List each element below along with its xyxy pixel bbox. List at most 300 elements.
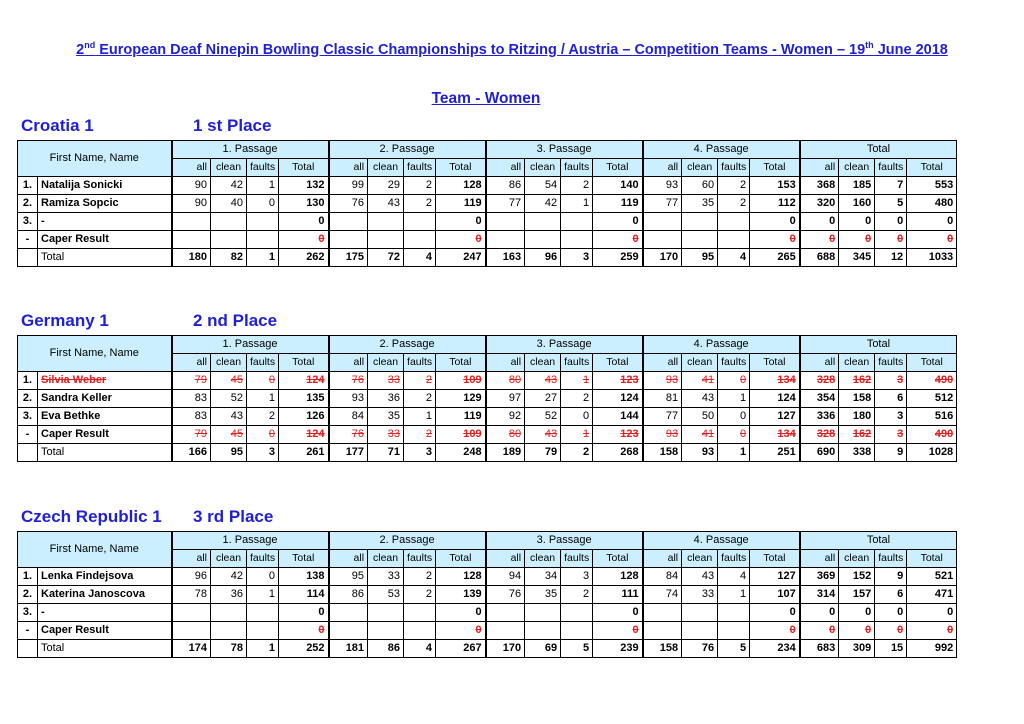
score-cell: 119 — [436, 195, 486, 213]
row-position: - — [18, 622, 38, 640]
score-cell: 0 — [875, 622, 907, 640]
score-cell: 369 — [800, 568, 839, 586]
score-cell: 42 — [211, 568, 247, 586]
score-cell: 74 — [643, 586, 682, 604]
score-cell — [404, 213, 436, 231]
score-cell: 1 — [247, 640, 279, 658]
title-post: June 2018 — [873, 41, 948, 58]
column-header: clean — [839, 550, 875, 568]
score-cell: 79 — [172, 372, 211, 390]
score-cell: 95 — [682, 249, 718, 267]
score-cell: 3 — [875, 372, 907, 390]
score-cell: 77 — [643, 195, 682, 213]
column-header: clean — [525, 550, 561, 568]
column-header: faults — [561, 354, 593, 372]
passage-header: 4. Passage — [643, 532, 800, 550]
score-cell: 0 — [839, 231, 875, 249]
score-cell: 471 — [907, 586, 957, 604]
column-header: faults — [247, 354, 279, 372]
score-cell: 521 — [907, 568, 957, 586]
score-cell — [211, 604, 247, 622]
column-header: faults — [718, 354, 750, 372]
score-cell: 4 — [718, 249, 750, 267]
score-cell: 2 — [561, 390, 593, 408]
table-row — [18, 426, 957, 444]
score-cell: 52 — [211, 390, 247, 408]
score-cell: 345 — [839, 249, 875, 267]
score-cell: 139 — [436, 586, 486, 604]
table-row — [18, 231, 957, 249]
score-cell: 1 — [404, 408, 436, 426]
score-cell: 3 — [561, 568, 593, 586]
column-header: all — [172, 550, 211, 568]
score-cell: 1 — [561, 195, 593, 213]
column-header: faults — [875, 159, 907, 177]
row-position: 1. — [18, 177, 38, 195]
score-cell: 336 — [800, 408, 839, 426]
score-cell: 0 — [436, 604, 486, 622]
score-cell: 512 — [907, 390, 957, 408]
score-cell: 0 — [436, 213, 486, 231]
score-cell — [247, 231, 279, 249]
score-cell — [247, 213, 279, 231]
score-cell: 0 — [750, 231, 800, 249]
row-position: 2. — [18, 195, 38, 213]
score-cell: 83 — [172, 390, 211, 408]
score-cell: 15 — [875, 640, 907, 658]
row-position: - — [18, 231, 38, 249]
player-name: Lenka Findejsova — [38, 568, 172, 586]
score-cell: 129 — [436, 390, 486, 408]
score-cell: 162 — [839, 372, 875, 390]
score-cell: 93 — [643, 177, 682, 195]
score-cell — [404, 231, 436, 249]
score-cell: 128 — [436, 568, 486, 586]
title-mid: European Deaf Ninepin Bowling Classic Championships to Ritzing / Austria – Competition Teams - Women – 19 — [95, 41, 866, 58]
score-cell: 0 — [279, 231, 329, 249]
column-header: clean — [525, 159, 561, 177]
score-cell — [643, 604, 682, 622]
score-cell: 181 — [329, 640, 368, 658]
score-cell: 83 — [172, 408, 211, 426]
column-header: clean — [211, 550, 247, 568]
score-cell: 1 — [247, 586, 279, 604]
score-cell: 99 — [329, 177, 368, 195]
passage-header: 3. Passage — [486, 336, 643, 354]
score-cell: 128 — [593, 568, 643, 586]
column-header: all — [329, 159, 368, 177]
score-cell — [247, 604, 279, 622]
player-name: Sandra Keller — [38, 390, 172, 408]
score-cell: 1 — [718, 444, 750, 462]
score-cell: 109 — [436, 372, 486, 390]
score-cell — [368, 622, 404, 640]
score-cell: 4 — [404, 640, 436, 658]
table-row — [18, 604, 957, 622]
player-name: Silvia Weber — [38, 372, 172, 390]
table-row — [18, 408, 957, 426]
score-cell: 3 — [875, 426, 907, 444]
passage-header: Total — [800, 141, 957, 159]
score-cell: 268 — [593, 444, 643, 462]
score-cell: 158 — [839, 390, 875, 408]
score-cell: 84 — [643, 568, 682, 586]
score-cell — [643, 213, 682, 231]
passage-header: Total — [800, 336, 957, 354]
score-cell: 124 — [279, 426, 329, 444]
score-cell — [561, 231, 593, 249]
score-cell: 3 — [247, 444, 279, 462]
score-cell — [718, 231, 750, 249]
score-cell: 690 — [800, 444, 839, 462]
score-cell: 43 — [368, 195, 404, 213]
column-header: all — [172, 159, 211, 177]
column-header: all — [643, 159, 682, 177]
score-cell: 1 — [718, 390, 750, 408]
score-cell — [172, 622, 211, 640]
column-header: all — [486, 550, 525, 568]
score-cell: 553 — [907, 177, 957, 195]
score-cell: 152 — [839, 568, 875, 586]
score-cell: 0 — [907, 231, 957, 249]
score-cell: 90 — [172, 195, 211, 213]
column-header: all — [329, 550, 368, 568]
score-cell: 0 — [247, 426, 279, 444]
score-cell: 43 — [211, 408, 247, 426]
score-cell: 79 — [172, 426, 211, 444]
score-cell: 95 — [329, 568, 368, 586]
score-cell: 516 — [907, 408, 957, 426]
score-cell: 162 — [839, 426, 875, 444]
score-cell: 170 — [643, 249, 682, 267]
score-cell: 1 — [247, 249, 279, 267]
score-cell: 247 — [436, 249, 486, 267]
score-cell: 0 — [750, 622, 800, 640]
score-cell: 338 — [839, 444, 875, 462]
score-cell: 688 — [800, 249, 839, 267]
score-cell: 92 — [486, 408, 525, 426]
title-sup-th: th — [865, 40, 874, 50]
score-cell — [718, 213, 750, 231]
score-cell: 9 — [875, 444, 907, 462]
row-position — [18, 444, 38, 462]
column-header: faults — [718, 550, 750, 568]
score-cell: 189 — [486, 444, 525, 462]
column-header: clean — [682, 354, 718, 372]
score-cell: 119 — [436, 408, 486, 426]
score-cell — [486, 604, 525, 622]
column-header: clean — [368, 159, 404, 177]
score-cell: 112 — [750, 195, 800, 213]
score-cell: 40 — [211, 195, 247, 213]
score-cell: 0 — [839, 604, 875, 622]
score-cell — [561, 604, 593, 622]
score-cell — [682, 213, 718, 231]
score-cell: 252 — [279, 640, 329, 658]
row-position: 3. — [18, 408, 38, 426]
score-cell: 76 — [329, 372, 368, 390]
score-cell: 992 — [907, 640, 957, 658]
score-cell — [404, 622, 436, 640]
score-cell: 0 — [436, 622, 486, 640]
score-cell: 80 — [486, 426, 525, 444]
score-cell: 0 — [247, 568, 279, 586]
score-cell: 0 — [593, 604, 643, 622]
score-cell: 9 — [875, 568, 907, 586]
score-cell: 80 — [486, 372, 525, 390]
score-cell: 239 — [593, 640, 643, 658]
score-cell: 140 — [593, 177, 643, 195]
score-cell: 1 — [561, 372, 593, 390]
score-cell: 2 — [404, 195, 436, 213]
score-cell: 4 — [404, 249, 436, 267]
column-header: faults — [561, 159, 593, 177]
score-cell: 185 — [839, 177, 875, 195]
score-cell: 138 — [279, 568, 329, 586]
score-cell: 33 — [368, 372, 404, 390]
column-header: faults — [404, 159, 436, 177]
row-position: 2. — [18, 390, 38, 408]
score-cell — [486, 622, 525, 640]
score-cell: 265 — [750, 249, 800, 267]
score-cell — [525, 604, 561, 622]
score-cell: 52 — [525, 408, 561, 426]
row-position: 3. — [18, 604, 38, 622]
player-name: - — [38, 604, 172, 622]
team-name: Germany 1 — [21, 311, 109, 330]
column-header: clean — [211, 354, 247, 372]
score-cell: 35 — [682, 195, 718, 213]
score-cell: 262 — [279, 249, 329, 267]
score-cell: 0 — [800, 622, 839, 640]
player-name: Eva Bethke — [38, 408, 172, 426]
score-cell: 33 — [368, 568, 404, 586]
score-cell: 0 — [279, 604, 329, 622]
score-cell: 0 — [718, 372, 750, 390]
score-cell: 0 — [247, 372, 279, 390]
column-header: Total — [279, 550, 329, 568]
column-header: Total — [907, 550, 957, 568]
passage-header: 4. Passage — [643, 141, 800, 159]
column-header: all — [643, 550, 682, 568]
name-column-header: First Name, Name — [18, 336, 172, 372]
score-cell: 42 — [525, 195, 561, 213]
score-cell: 163 — [486, 249, 525, 267]
team-name: Czech Republic 1 — [21, 507, 162, 526]
score-cell: 43 — [525, 372, 561, 390]
team-place: 3 rd Place — [193, 507, 274, 526]
score-cell: 2 — [247, 408, 279, 426]
column-header: all — [800, 354, 839, 372]
score-cell: 97 — [486, 390, 525, 408]
score-cell: 7 — [875, 177, 907, 195]
score-cell: 0 — [907, 604, 957, 622]
score-cell: 60 — [682, 177, 718, 195]
score-cell: 0 — [436, 231, 486, 249]
score-cell: 0 — [875, 604, 907, 622]
passage-header: 3. Passage — [486, 532, 643, 550]
score-cell: 71 — [368, 444, 404, 462]
column-header: Total — [279, 159, 329, 177]
score-cell: 144 — [593, 408, 643, 426]
score-cell: 35 — [525, 586, 561, 604]
score-cell — [682, 231, 718, 249]
score-cell — [643, 231, 682, 249]
total-row — [18, 640, 957, 658]
passage-header: 1. Passage — [172, 336, 329, 354]
score-cell: 309 — [839, 640, 875, 658]
column-header: Total — [750, 354, 800, 372]
score-cell: 123 — [593, 372, 643, 390]
column-header: clean — [839, 159, 875, 177]
score-cell: 134 — [750, 426, 800, 444]
score-cell: 174 — [172, 640, 211, 658]
score-cell — [247, 622, 279, 640]
player-name: Caper Result — [38, 426, 172, 444]
player-name: Natalija Sonicki — [38, 177, 172, 195]
passage-header: 2. Passage — [329, 141, 486, 159]
table-row — [18, 568, 957, 586]
column-header: clean — [525, 354, 561, 372]
score-cell: 4 — [718, 568, 750, 586]
score-cell: 158 — [643, 640, 682, 658]
column-header: clean — [211, 159, 247, 177]
score-cell: 45 — [211, 426, 247, 444]
score-cell: 27 — [525, 390, 561, 408]
score-cell: 2 — [718, 195, 750, 213]
score-cell: 3 — [404, 444, 436, 462]
team-heading — [21, 116, 272, 138]
passage-header: 3. Passage — [486, 141, 643, 159]
score-cell: 0 — [593, 213, 643, 231]
title-sup-nd: nd — [84, 40, 96, 50]
score-cell: 93 — [643, 426, 682, 444]
column-header: Total — [750, 159, 800, 177]
score-cell: 1 — [561, 426, 593, 444]
score-cell: 33 — [368, 426, 404, 444]
table-row — [18, 372, 957, 390]
score-cell — [211, 231, 247, 249]
score-cell: 77 — [643, 408, 682, 426]
score-cell: 82 — [211, 249, 247, 267]
score-cell: 6 — [875, 390, 907, 408]
score-cell: 78 — [172, 586, 211, 604]
player-name: - — [38, 213, 172, 231]
table-row — [18, 195, 957, 213]
column-header: all — [486, 354, 525, 372]
passage-header: 2. Passage — [329, 532, 486, 550]
score-cell: 490 — [907, 426, 957, 444]
score-cell: 3 — [875, 408, 907, 426]
score-cell: 2 — [561, 586, 593, 604]
column-header: faults — [875, 550, 907, 568]
score-cell: 93 — [329, 390, 368, 408]
score-cell: 2 — [404, 372, 436, 390]
score-cell — [368, 213, 404, 231]
score-cell: 119 — [593, 195, 643, 213]
score-cell: 2 — [561, 177, 593, 195]
score-cell — [561, 213, 593, 231]
row-position: - — [18, 426, 38, 444]
score-cell: 93 — [682, 444, 718, 462]
score-cell: 134 — [750, 372, 800, 390]
score-cell: 43 — [525, 426, 561, 444]
score-cell: 261 — [279, 444, 329, 462]
score-cell: 36 — [211, 586, 247, 604]
score-cell: 53 — [368, 586, 404, 604]
score-cell — [329, 231, 368, 249]
score-cell: 84 — [329, 408, 368, 426]
score-cell — [329, 622, 368, 640]
score-cell — [329, 604, 368, 622]
score-cell: 50 — [682, 408, 718, 426]
score-cell: 166 — [172, 444, 211, 462]
table-row — [18, 390, 957, 408]
column-header: clean — [368, 550, 404, 568]
score-cell: 41 — [682, 372, 718, 390]
score-cell: 5 — [718, 640, 750, 658]
score-cell — [525, 622, 561, 640]
score-cell: 135 — [279, 390, 329, 408]
score-cell: 127 — [750, 408, 800, 426]
score-cell: 180 — [839, 408, 875, 426]
column-header: faults — [404, 354, 436, 372]
score-cell — [172, 213, 211, 231]
score-cell: 0 — [839, 213, 875, 231]
team-place: 2 nd Place — [193, 311, 278, 330]
score-cell: 153 — [750, 177, 800, 195]
score-cell — [404, 604, 436, 622]
score-cell: 0 — [875, 213, 907, 231]
score-cell — [172, 231, 211, 249]
table-row — [18, 213, 957, 231]
column-header: all — [800, 550, 839, 568]
score-cell: 130 — [279, 195, 329, 213]
team-heading — [21, 507, 274, 529]
score-cell: 1028 — [907, 444, 957, 462]
results-table — [17, 531, 957, 658]
row-position: 1. — [18, 372, 38, 390]
score-cell — [368, 604, 404, 622]
score-cell — [682, 622, 718, 640]
score-cell: 77 — [486, 195, 525, 213]
score-cell: 158 — [643, 444, 682, 462]
score-cell: 78 — [211, 640, 247, 658]
passage-header: 4. Passage — [643, 336, 800, 354]
score-cell: 0 — [279, 213, 329, 231]
score-cell: 1 — [247, 177, 279, 195]
score-cell: 124 — [750, 390, 800, 408]
score-cell: 35 — [368, 408, 404, 426]
column-header: Total — [907, 159, 957, 177]
score-cell — [561, 622, 593, 640]
section-subtitle: Team - Women — [431, 90, 541, 107]
score-cell: 93 — [643, 372, 682, 390]
column-header: Total — [436, 354, 486, 372]
score-cell: 29 — [368, 177, 404, 195]
column-header: all — [486, 159, 525, 177]
column-header: Total — [279, 354, 329, 372]
score-cell: 0 — [839, 622, 875, 640]
total-row — [18, 444, 957, 462]
score-cell: 124 — [279, 372, 329, 390]
score-cell: 0 — [593, 622, 643, 640]
score-cell: 320 — [800, 195, 839, 213]
player-name: Caper Result — [38, 231, 172, 249]
score-cell: 41 — [682, 426, 718, 444]
score-cell: 79 — [525, 444, 561, 462]
player-name: Caper Result — [38, 622, 172, 640]
